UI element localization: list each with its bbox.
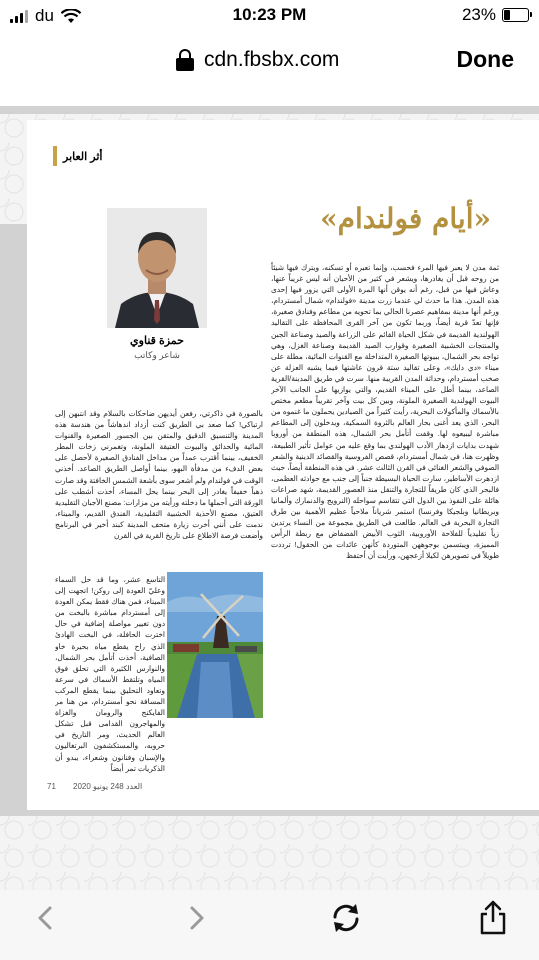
article-column-left-bottom: التاسع عشر، وما قد حل السماء وعليّ العودة إلى روكن! اتجهت إلى الميناء، فمن هناك فقط يمكن العودة إلى أمستردام مباشرة بالبخت من دون تغيير مواصلة إضافية في حال اخترت الحافلة، في البخت الهادئ الذي راح يقطع مياه بحيرة خاو الصافية، أخذت أتأمل بحر الشمال، والنوارس الكثيرة التي تحلق فوق المياه وتلتقط الأسماك في سرعة وتعاود التحليق بينما يقطع المركب المسافة نحو أمستردام، من هنا مر الفايكنج والرومان والغزاة والمهاجرون القدامى قبل تشكل العالم الحديث، ومر التاريخ في حروبه، والمستكشفون البرتغاليون والإسبان وفنانون وشعراء، يبدو أن الذكريات تمر أيضاً bbox=[55, 575, 165, 773]
battery-icon bbox=[502, 8, 529, 22]
next-page-pattern bbox=[0, 816, 539, 890]
page-number: 71 bbox=[47, 782, 56, 791]
author-role: شاعر وكاتب bbox=[134, 350, 180, 360]
address-bar[interactable] bbox=[176, 48, 339, 72]
document-viewport[interactable] bbox=[0, 106, 539, 890]
section-title: أثر العابر bbox=[63, 151, 103, 163]
magazine-page bbox=[27, 120, 539, 810]
status-time: 10:23 PM bbox=[232, 5, 307, 24]
status-bar bbox=[0, 0, 539, 32]
back-button[interactable] bbox=[26, 898, 66, 938]
article-column-left-top: بالصورة في ذاكرتي، رفعن أيديهن ضاحكات بالسلام وقد انتبهن إلى ارتباكي! كما صعد بي الطريق كنت أزداد اندهاشاً من هندسة هذه المدينة والتنسيق الدقيق والمتقن بين الجسور الصغيرة والقنوات المائية والحدائق والبيوت العتيقة الملونة، وتغمرني زخات المطر الخفيف، بينما أقترب عمداً من مداخل الفنادق الصغيرة لأحصل على بعض الدفء من مدفأة البهو، بينما أواصل الطريق الصاعد. أخذني الوقت في فولندام ولم أشعر سوى بأشعة الشمس الخافتة وقد صارت ذهباً خفيفاً يغادر إلى البحر بينما يحل المساء، أخذت أشطب على الورقة التي أحملها ما دخلته ورأيته من مزارات: مصنع الأجبان التقليدية العتيق، مصنع الأحذية الخشبية التقليدية، الفندق القديم، والميناء، ندمت على أنني أخرت زيارة متحف المدينة كبند أخير في البرنامج وأضعت فرصة الاطلاع على تاريخ القرية في القرن bbox=[55, 409, 263, 541]
windmill-photo bbox=[167, 572, 263, 718]
carrier-label: du bbox=[35, 6, 54, 25]
reload-icon bbox=[326, 898, 366, 938]
done-button[interactable]: Done bbox=[456, 46, 514, 72]
forward-icon bbox=[176, 898, 216, 938]
share-icon bbox=[473, 898, 513, 938]
browser-nav-bar bbox=[0, 38, 539, 84]
article-headline: «أيام فولندام» bbox=[320, 202, 491, 235]
reload-button[interactable] bbox=[326, 898, 366, 938]
status-right bbox=[462, 5, 529, 25]
article-column-right: ثمة مدن لا يعبر فيها المرء فحسب، وإنما تعبره أو تسكنه، ويترك فيها شيئاً من روحه قبل أن يغادرها، ويشعر في كثير من الأحيان أنه ليس غريباً عنها، وعاش فيها من قبل، رغم أنه يوقن أنها المرة الأولى التي يزور فيها إحدى هذه المدن. هذا ما حدث لي عندما زرت مدينة «فولندام» شمال أمستردام، ورغم أنها مدينة بمفاهيم عصرنا الحالي بما تحويه من مطاعم وفنادق صغيرة، فإنها تعدّ قرية أيضاً، وربما تكون من آخر القرى المحافظة على التقاليد الهولندية القديمة في شكل الحياة القائم على الزراعة والصيد وصناعة الجبن والمنتجات الخشبية الصغيرة وقوارب الصيد القديمة وصناعة الغزل، وهي تواجه بحر الشمال، ببيوتها الصغيرة المتداخلة مع القنوات المائية، مطلة على ميناء «دي دايك»، وعلى تقاليد ستة قرون عاشتها فيما يشبه العزلة عن صخب أمستردام، وحداثة المدن القريبة منها. سرت في طريق المدينة/القرية الصاعد، بينما أطل على الميناء القديم، والتي يوازيها على الجانب الآخر البيوت الهولندية الصغيرة الملونة، وبين كل بيت وآخر تقريباً مطعم مختص بالأسماك والمأكولات البحرية، رأيت كثيراً من الصيادين يحملون ما غنموه من البحر، الذي يعد أغنى بحار العالم بالثروة السمكية، ويدخلون إلى المطاعم مباشرة ليبيعوه لها. وقفت أتأمل بحر الشمال، هذه المنطقة من أوروبا شهدت بدايات ازدهار الأدب الهولندي بما وقع عليه من عوامل تأثير الطبيعة، وظهرت هنا، في شمال أمستردام، قصص الفروسية والقصائد الدينية والشعر الصوفي والشعر الغنائي في القرن الثالث عشر. في هذه المنطقة أيضاً، حيث ازدهرت الأساطير، سارت الحياة البسيطة جنباً إلى جنب مع حوادثه العظمى، فالبحر الذي كان طريقاً للتجارة والتنقل منذ العصور القديمة، شهد صراعات هائلة على النفوذ بين الدول التي تتقاسم سواحله (النرويج والدنمارك وألمانيا وبريطانيا وبلجيكا وفرنسا) استمر شرياناً ملاحياً عظيم الأهمية بين طرق التجارة البحرية في العالم. طالعت في الطريق مجموعة من النساء يرتدين زياً تقليدياً للفلاحة الأوروبية، الثوب الأبيض الفضفاض مع ربطة الرأس المميزة، ويبتسمن بوجوههن المتوردة كأنهن عائدات من الحقول! ترددت طويلاً في تصويرهن لكيلا أزعجهن، ورأيت أن أحتفظ bbox=[271, 263, 499, 561]
issue-footer: العدد 248 يونيو 2020 bbox=[73, 782, 143, 791]
lock-icon bbox=[176, 49, 194, 71]
battery-percent: 23% bbox=[461, 5, 496, 24]
forward-button[interactable] bbox=[176, 898, 216, 938]
section-marker bbox=[53, 146, 57, 166]
author-name: حمزة قناوي bbox=[130, 335, 184, 347]
share-button[interactable] bbox=[473, 898, 513, 938]
url-text: cdn.fbsbx.com bbox=[204, 48, 340, 71]
author-photo bbox=[107, 208, 207, 328]
battery-level bbox=[504, 10, 510, 20]
back-icon bbox=[26, 898, 66, 938]
bottom-toolbar bbox=[0, 890, 539, 960]
